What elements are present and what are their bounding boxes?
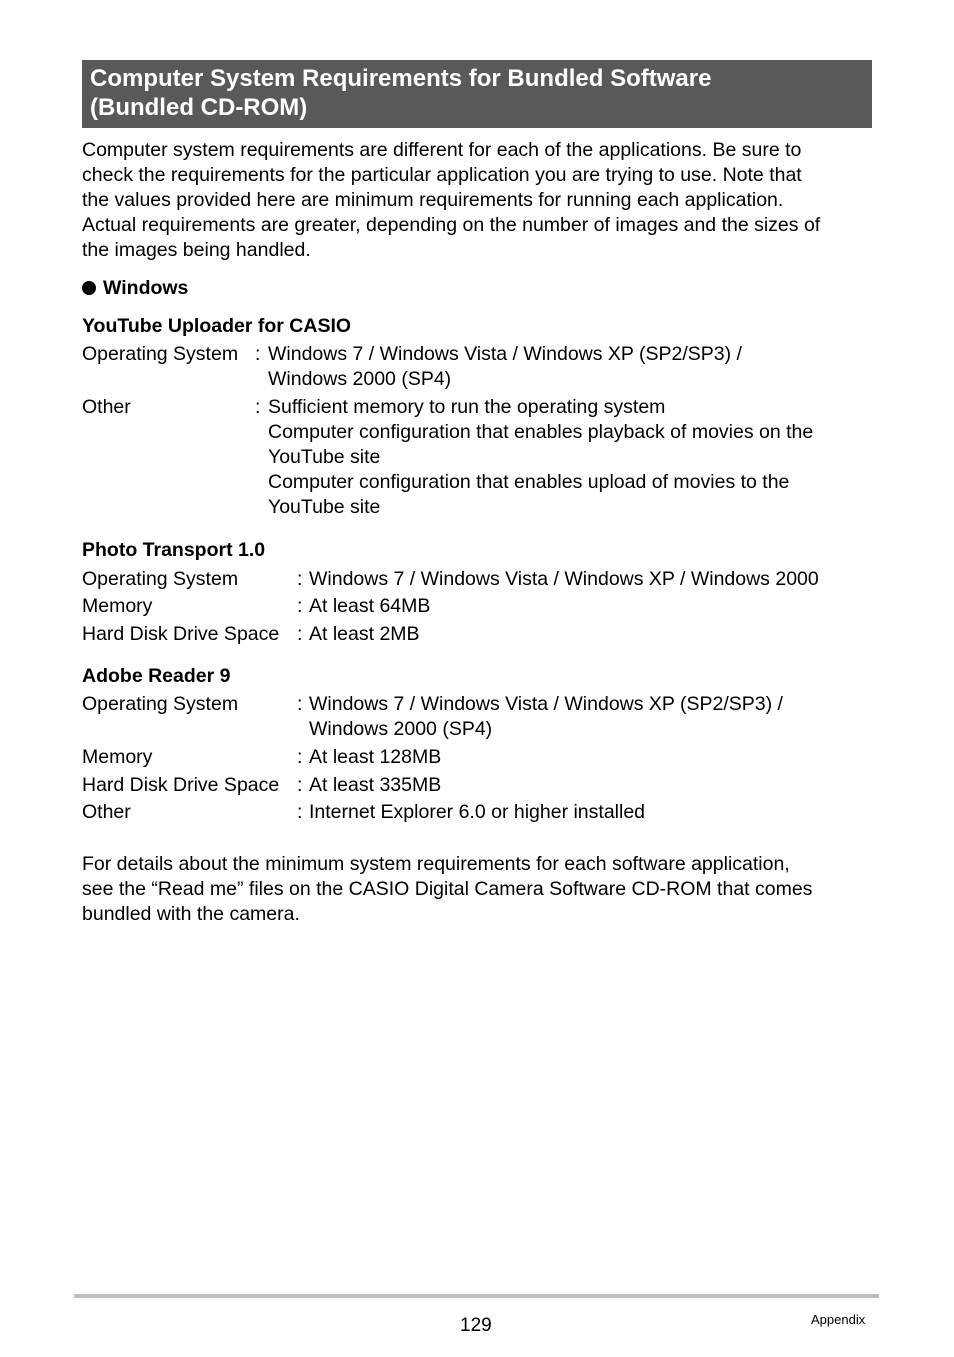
photo-memory-value: At least 64MB <box>309 595 431 617</box>
colon-separator: : <box>297 774 303 796</box>
adobe-other-value: Internet Explorer 6.0 or higher installed <box>309 801 646 823</box>
outro-line: see the “Read me” files on the CASIO Digital Camera Software CD-ROM that comes <box>82 878 813 900</box>
photo-os-label: Operating System <box>82 568 239 590</box>
photo-transport-heading: Photo Transport 1.0 <box>82 539 266 561</box>
photo-memory-label: Memory <box>82 595 153 617</box>
intro-paragraph <box>82 138 872 263</box>
photo-os-value: Windows 7 / Windows Vista / Windows XP / Windows 2000 <box>309 568 819 590</box>
colon-separator: : <box>297 746 303 768</box>
colon-separator: : <box>255 343 261 365</box>
value-line: Computer configuration that enables playback of movies on the <box>268 421 814 443</box>
intro-line: the values provided here are minimum requirements for running each application. <box>82 189 784 211</box>
platform-label: Windows <box>103 277 189 299</box>
youtube-other-value <box>268 395 868 520</box>
value-line: Windows 2000 (SP4) <box>268 368 452 390</box>
value-line: Computer configuration that enables upload of movies to the <box>268 471 790 493</box>
youtube-uploader-heading: YouTube Uploader for CASIO <box>82 315 352 337</box>
platform-heading <box>82 276 188 301</box>
colon-separator: : <box>297 801 303 823</box>
youtube-other-label: Other <box>82 396 131 418</box>
youtube-os-value <box>268 342 868 392</box>
adobe-other-label: Other <box>82 801 131 823</box>
adobe-hdd-label: Hard Disk Drive Space <box>82 774 280 796</box>
section-title-bar <box>82 60 872 128</box>
colon-separator: : <box>297 623 303 645</box>
outro-line: bundled with the camera. <box>82 903 300 925</box>
colon-separator: : <box>297 595 303 617</box>
footer-divider <box>74 1294 879 1298</box>
value-line: Sufficient memory to run the operating system <box>268 396 666 418</box>
outro-line: For details about the minimum system requirements for each software application, <box>82 853 790 875</box>
value-line: Windows 2000 (SP4) <box>309 718 493 740</box>
outro-paragraph <box>82 852 882 927</box>
adobe-memory-label: Memory <box>82 746 153 768</box>
colon-separator: : <box>297 568 303 590</box>
colon-separator: : <box>297 693 303 715</box>
section-title-line-1: Computer System Requirements for Bundled Software <box>90 65 712 92</box>
intro-line: Computer system requirements are different for each of the applications. Be sure to <box>82 139 802 161</box>
adobe-hdd-value: At least 335MB <box>309 774 442 796</box>
value-line: YouTube site <box>268 446 381 468</box>
photo-hdd-label: Hard Disk Drive Space <box>82 623 280 645</box>
colon-separator: : <box>255 396 261 418</box>
adobe-os-value <box>309 692 909 742</box>
intro-line: Actual requirements are greater, depending on the number of images and the sizes of <box>82 214 821 236</box>
value-line: YouTube site <box>268 496 381 518</box>
filled-circle-bullet-icon <box>82 281 96 295</box>
adobe-memory-value: At least 128MB <box>309 746 442 768</box>
intro-line: check the requirements for the particular application you are trying to use. Note that <box>82 164 802 186</box>
section-label: Appendix <box>811 1312 866 1327</box>
section-title-line-2: (Bundled CD-ROM) <box>90 94 308 121</box>
photo-hdd-value: At least 2MB <box>309 623 420 645</box>
value-line: Windows 7 / Windows Vista / Windows XP (SP2/SP3) / <box>309 693 783 715</box>
page-number: 129 <box>460 1315 492 1336</box>
youtube-os-label: Operating System <box>82 343 239 365</box>
adobe-reader-heading: Adobe Reader 9 <box>82 665 231 687</box>
value-line: Windows 7 / Windows Vista / Windows XP (SP2/SP3) / <box>268 343 742 365</box>
intro-line: the images being handled. <box>82 239 311 261</box>
adobe-os-label: Operating System <box>82 693 239 715</box>
